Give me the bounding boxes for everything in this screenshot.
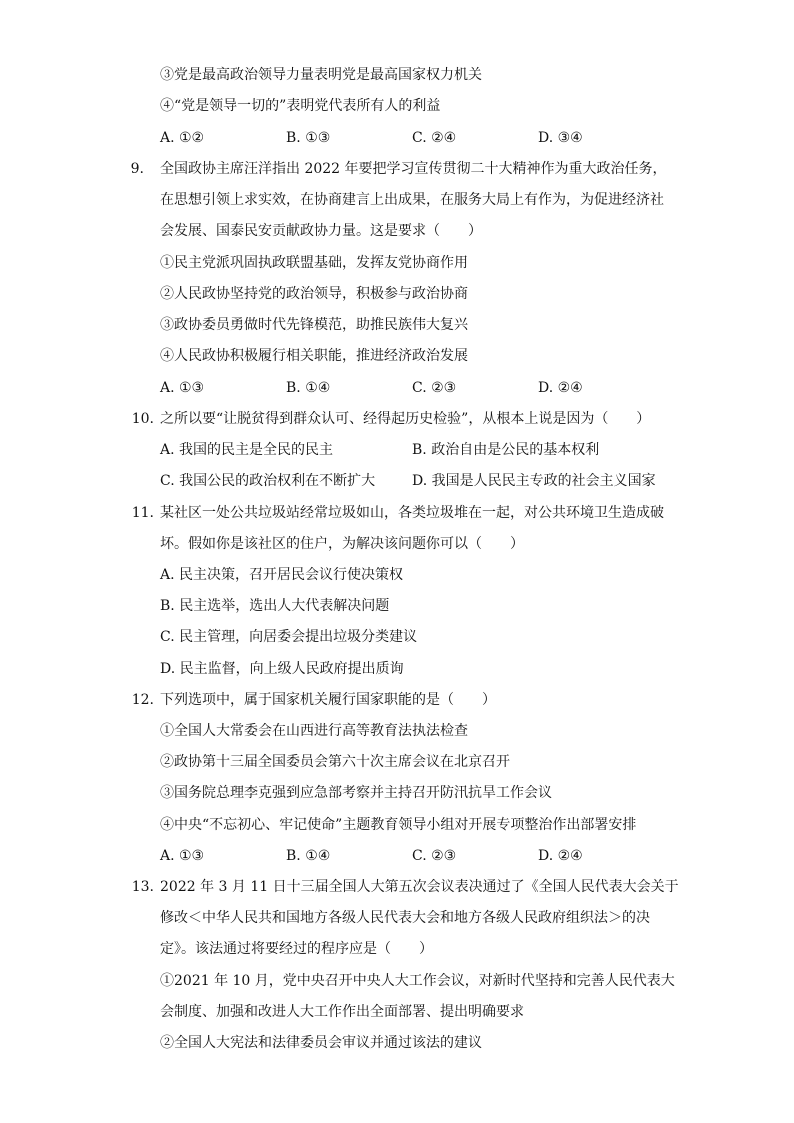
- question-text: 全国政协主席汪洋指出 2022 年要把学习宣传贯彻二十大精神作为重大政治任务，: [160, 161, 667, 177]
- question-text: 坏。假如你是该社区的住户，为解决该问题你可以（ ）: [160, 536, 524, 552]
- answer-options: [0, 439, 794, 461]
- option-statement: ②人民政协坚持党的政治领导，积极参与政治协商: [160, 286, 468, 302]
- choice-b: B. 政治自由是公民的基本权利: [412, 442, 600, 458]
- question-text: 某社区一处公共垃圾站经常垃圾如山，各类垃圾堆在一起，对公共环境卫生造成破: [160, 505, 664, 521]
- question-number: 12.: [131, 692, 154, 708]
- choice-a: A. ①③: [160, 380, 205, 396]
- choice-d: D. 民主监督，向上级人民政府提出质询: [160, 661, 404, 677]
- question-9: [0, 158, 794, 180]
- question-text: 之所以要“让脱贫得到群众认可、经得起历史检验”，从根本上说是因为（ ）: [160, 411, 651, 427]
- question-text: 定》。该法通过将要经过的程序应是（ ）: [160, 941, 433, 957]
- option-statement: ②全国人大宪法和法律委员会审议并通过该法的建议: [160, 1035, 482, 1051]
- choice-c: C. ②④: [412, 130, 457, 146]
- answer-options: [0, 845, 794, 867]
- question-10: [0, 408, 794, 430]
- option-statement: ③国务院总理李克强到应急部考察并主持召开防汛抗旱工作会议: [160, 785, 552, 801]
- option-statement: 会制度、加强和改进人大工作作出全面部署、提出明确要求: [160, 1004, 524, 1020]
- option-statement: ④“党是领导一切的”表明党代表所有人的利益: [160, 98, 441, 114]
- question-11: [0, 502, 794, 524]
- choice-d: D. ③④: [538, 130, 583, 146]
- option-statement: ③政协委员勇做时代先锋模范，助推民族伟大复兴: [160, 317, 468, 333]
- option-statement: ②政协第十三届全国委员会第六十次主席会议在北京召开: [160, 754, 510, 770]
- option-statement: ①全国人大常委会在山西进行高等教育法执法检查: [160, 723, 468, 739]
- choice-c: C. ②③: [412, 848, 457, 864]
- answer-options: [0, 470, 794, 492]
- choice-c: C. 民主管理，向居委会提出垃圾分类建议: [160, 629, 418, 645]
- question-13: [0, 876, 794, 898]
- choice-b: B. ①④: [286, 380, 331, 396]
- question-text: 下列选项中，属于国家机关履行国家职能的是（ ）: [160, 692, 496, 708]
- question-text: 在思想引领上求实效，在协商建言上出成果，在服务大局上有作为，为促进经济社: [160, 192, 664, 208]
- option-statement: ③党是最高政治领导力量表明党是最高国家权力机关: [160, 67, 482, 83]
- answer-options: [0, 377, 794, 399]
- question-number: 10.: [131, 411, 154, 427]
- question-number: 11.: [131, 505, 154, 521]
- choice-a: A. 我国的民主是全民的民主: [160, 442, 334, 458]
- question-text: 会发展、国泰民安贡献政协力量。这是要求（ ）: [160, 223, 482, 239]
- choice-c: C. 我国公民的政治权利在不断扩大: [160, 473, 376, 489]
- choice-c: C. ②③: [412, 380, 457, 396]
- option-statement: ①民主党派巩固执政联盟基础，发挥友党协商作用: [160, 255, 468, 271]
- choice-a: A. ①②: [160, 130, 205, 146]
- option-statement: ④人民政协积极履行相关职能，推进经济政治发展: [160, 348, 468, 364]
- question-text: 2022 年 3 月 11 日十三届全国人大第五次会议表决通过了《全国人民代表大会关于: [160, 879, 679, 895]
- question-number: 13.: [131, 879, 154, 895]
- question-number: 9.: [130, 161, 144, 177]
- option-statement: ④中央“不忘初心、牢记使命”主题教育领导小组对开展专项整治作出部署安排: [160, 817, 637, 833]
- choice-d: D. 我国是人民民主专政的社会主义国家: [412, 473, 656, 489]
- question-12: [0, 689, 794, 711]
- choice-d: D. ②④: [538, 380, 583, 396]
- question-text: 修改＜中华人民共和国地方各级人民代表大会和地方各级人民政府组织法＞的决: [160, 910, 650, 926]
- answer-options: [0, 127, 794, 149]
- choice-b: B. ①④: [286, 848, 331, 864]
- choice-d: D. ②④: [538, 848, 583, 864]
- choice-b: B. ①③: [286, 130, 331, 146]
- choice-a: A. ①③: [160, 848, 205, 864]
- option-statement: ①2021 年 10 月，党中央召开中央人大工作会议，对新时代坚持和完善人民代表大: [160, 973, 675, 989]
- choice-b: B. 民主选举，选出人大代表解决问题: [160, 598, 390, 614]
- choice-a: A. 民主决策，召开居民会议行使决策权: [160, 567, 404, 583]
